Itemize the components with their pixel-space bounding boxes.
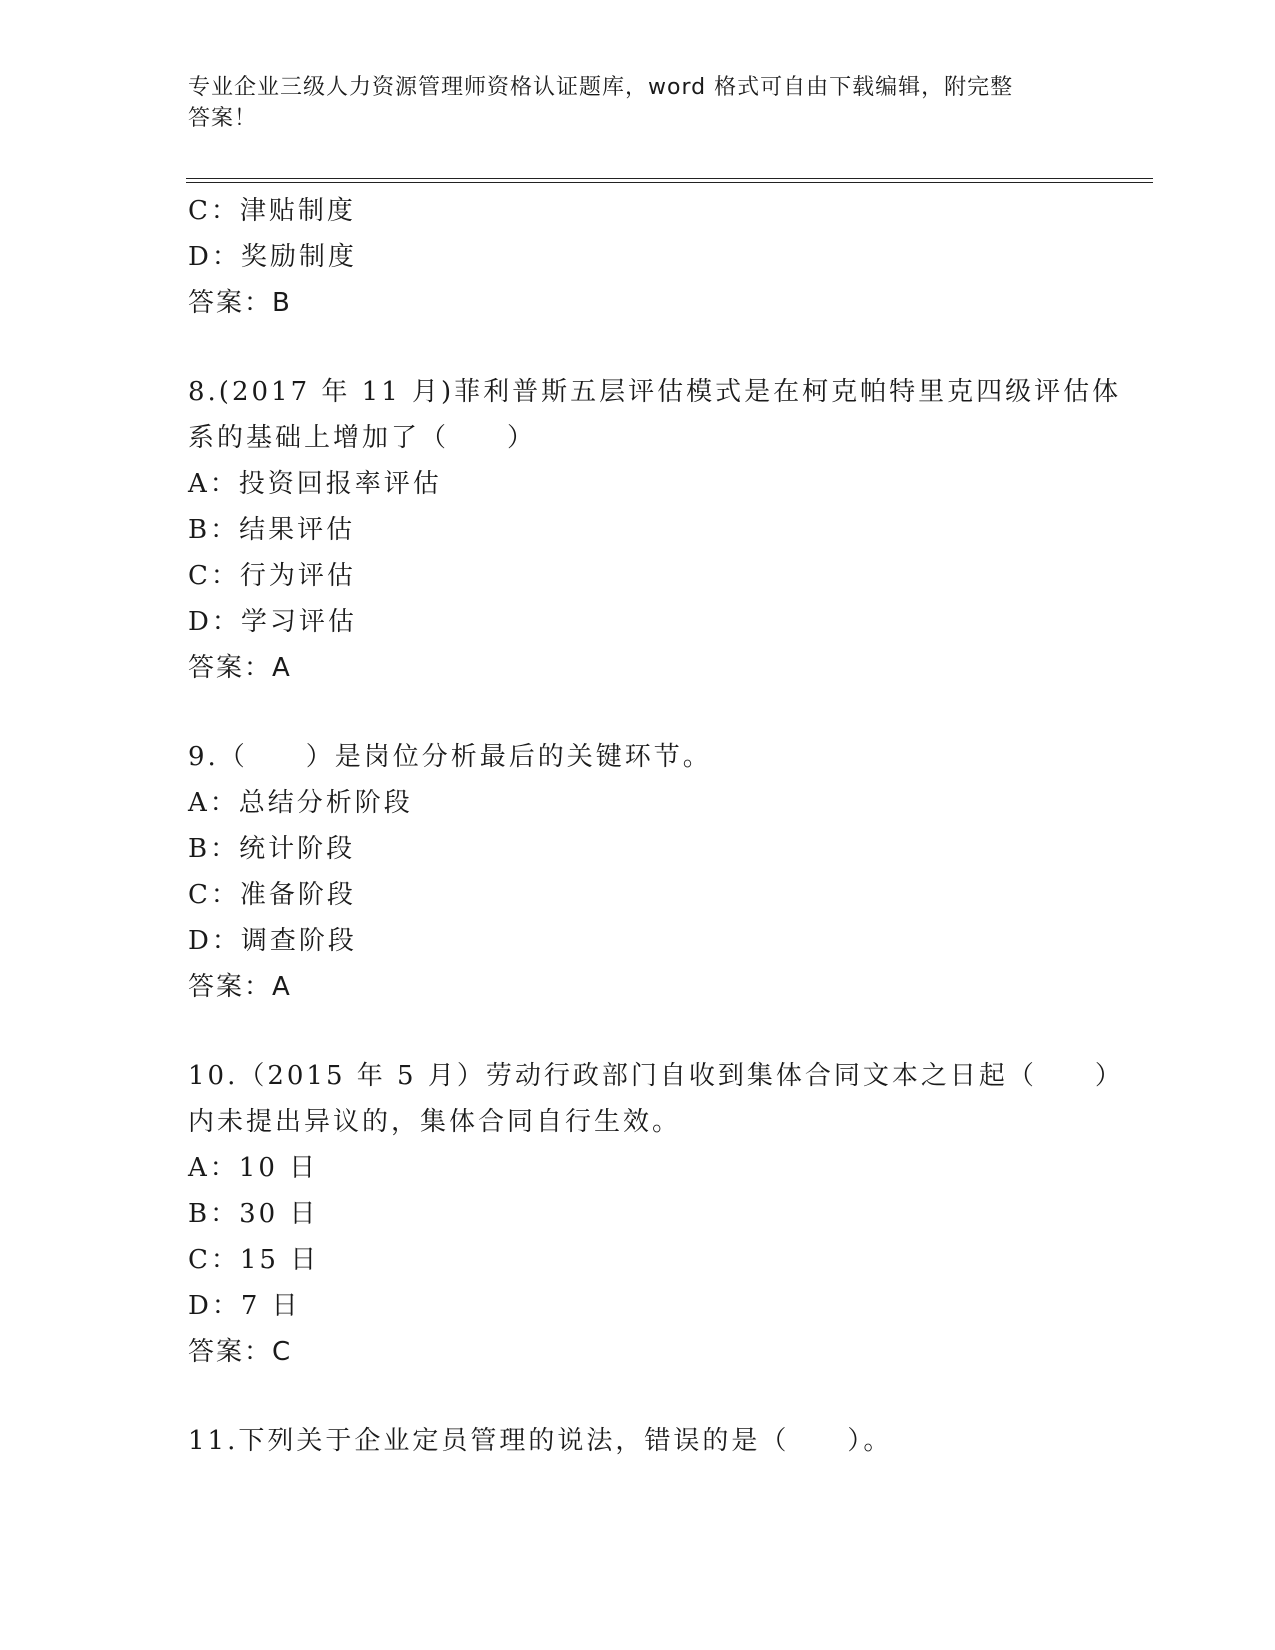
option-b: B：结果评估	[188, 515, 356, 545]
answer-line: 答案：B	[188, 288, 292, 318]
question-stem	[188, 1053, 1124, 1145]
option-c: C：准备阶段	[188, 880, 356, 910]
option-c: C：津贴制度	[188, 196, 356, 226]
document-header	[188, 72, 1068, 134]
stem-line: 11.下列关于企业定员管理的说法，错误的是（ ）。	[188, 1426, 893, 1456]
question-9	[188, 734, 1088, 1010]
question-stem	[188, 1418, 1088, 1464]
question-stem	[188, 734, 1088, 780]
stem-line: 8.(2017 年 11 月)菲利普斯五层评估模式是在柯克帕特里克四级评估体	[188, 377, 1122, 407]
option-d: D：学习评估	[188, 607, 357, 637]
answer-line: 答案：A	[188, 653, 292, 683]
previous-question-tail	[188, 188, 1088, 326]
option-a: A：总结分析阶段	[188, 788, 413, 818]
question-stem	[188, 369, 1122, 461]
stem-line: 系的基础上增加了（ ）	[188, 423, 537, 453]
option-d: D：奖励制度	[188, 242, 357, 272]
header-line-1: 专业企业三级人力资源管理师资格认证题库，word 格式可自由下载编辑，附完整	[188, 75, 1014, 100]
question-10	[188, 1053, 1124, 1375]
option-d: D：7 日	[188, 1291, 301, 1321]
option-d: D：调查阶段	[188, 926, 357, 956]
option-a: A：投资回报率评估	[188, 469, 442, 499]
question-8	[188, 369, 1122, 691]
header-divider-top	[186, 178, 1153, 179]
question-11	[188, 1418, 1088, 1464]
stem-line: 9.（ ）是岗位分析最后的关键环节。	[188, 742, 712, 772]
option-a: A：10 日	[188, 1153, 319, 1183]
answer-line: 答案：C	[188, 1337, 293, 1367]
stem-line: 10.（2015 年 5 月）劳动行政部门自收到集体合同文本之日起（ ）	[188, 1061, 1124, 1091]
option-b: B：统计阶段	[188, 834, 356, 864]
option-b: B：30 日	[188, 1199, 319, 1229]
header-line-2: 答案！	[188, 106, 258, 131]
question-content	[188, 188, 1124, 1464]
answer-line: 答案：A	[188, 972, 292, 1002]
option-c: C：行为评估	[188, 561, 356, 591]
header-divider-bottom	[186, 182, 1153, 183]
option-c: C：15 日	[188, 1245, 320, 1275]
stem-line: 内未提出异议的，集体合同自行生效。	[188, 1107, 682, 1137]
